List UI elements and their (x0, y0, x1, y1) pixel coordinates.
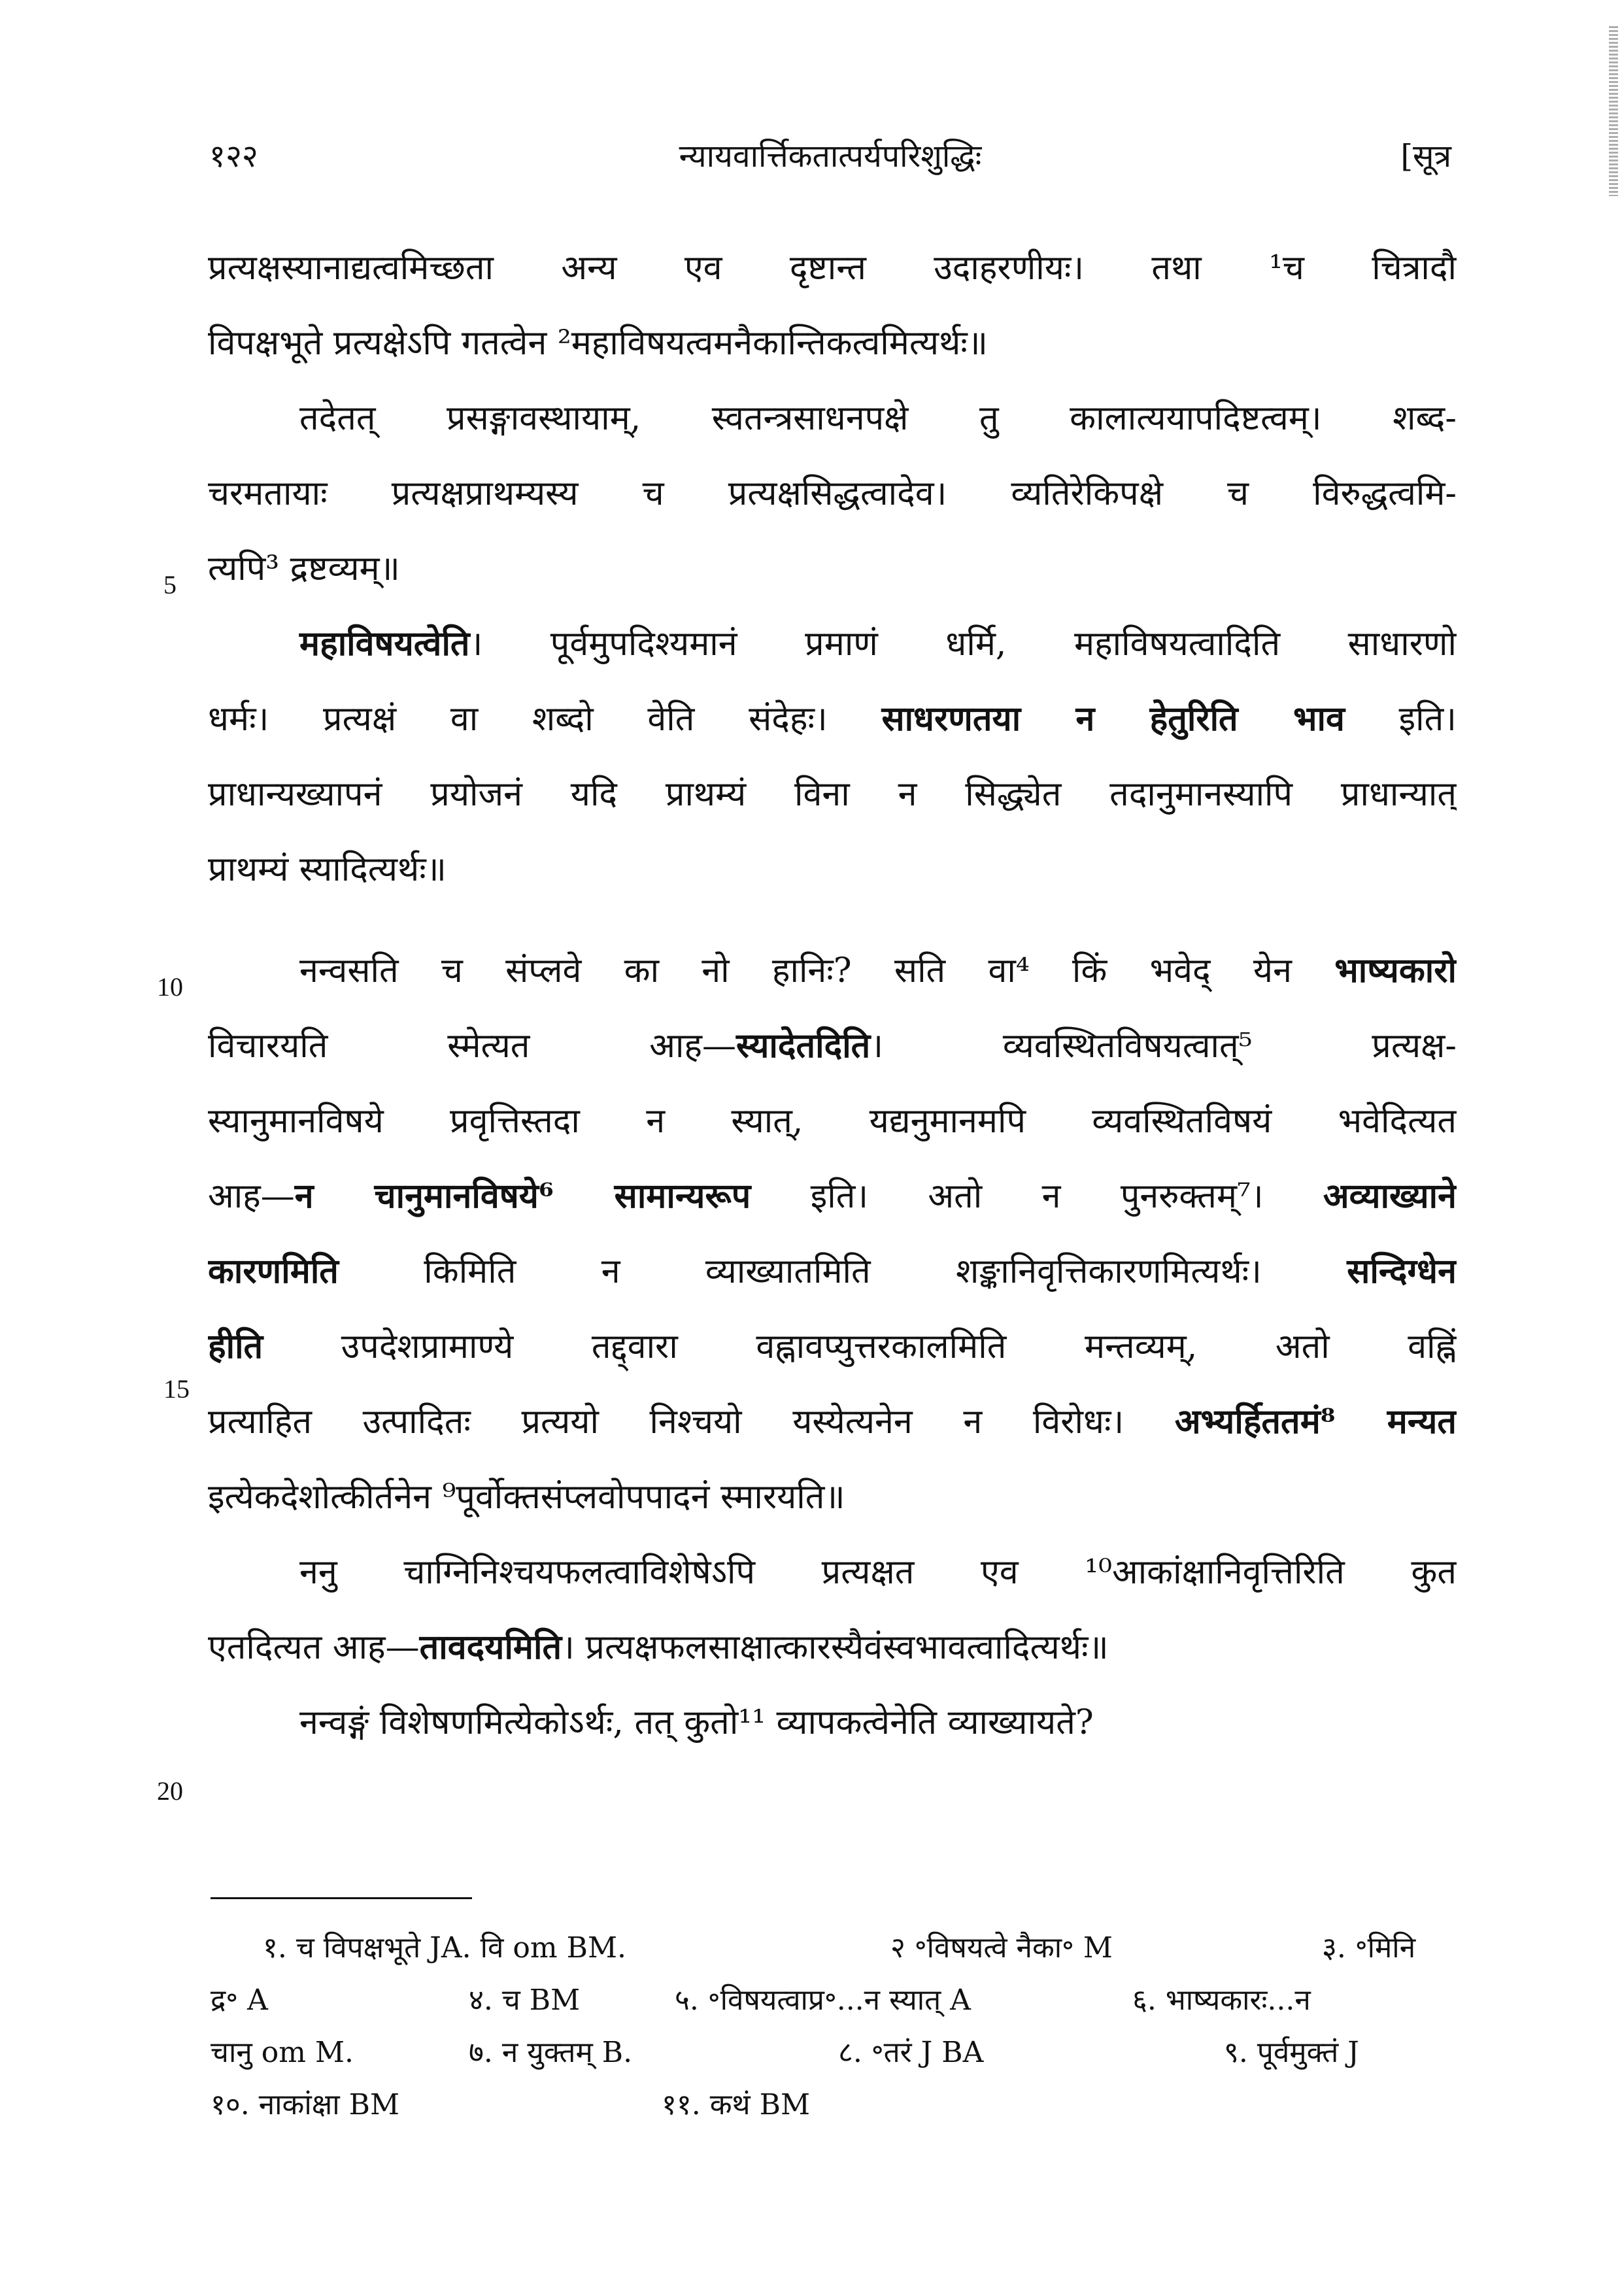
text-line (208, 608, 1457, 680)
text-line (208, 683, 1457, 755)
footnote-row (211, 2079, 1453, 2131)
text-line (208, 1085, 1457, 1157)
bold-term: कारणमिति (208, 1251, 339, 1291)
footnote-row (211, 1922, 1453, 1974)
text-run: प्रत्यक्षस्यानाद्यत्वमिच्छता अन्य एव दृष्टान्त उदाहरणीयः। तथा ¹च चित्रादौ (208, 248, 1457, 288)
text-line (208, 382, 1457, 454)
footnote-entry: ९. पूर्वमुक्तं J (1224, 2036, 1359, 2069)
text-line (208, 533, 1457, 605)
text-run: प्रत्याहित उत्पादितः प्रत्ययो निश्चयो यस्येत्यनेन न विरोधः। (208, 1402, 1175, 1442)
section-label: [सूत्र (1400, 138, 1451, 175)
footnote-entry: द्र॰ A (211, 1984, 268, 2017)
text-run: धर्मः। प्रत्यक्षं वा शब्दो वेति संदेहः। (208, 700, 882, 739)
scan-edge-mark (1609, 26, 1618, 196)
text-run: इति। अतो न पुनरुक्तम्⁷। (751, 1177, 1323, 1216)
bold-term: महाविषयत्वेति (299, 624, 470, 664)
text-run: त्यपि³ द्रष्टव्यम्॥ (208, 549, 400, 588)
text-run: एतदित्यत आह— (208, 1628, 420, 1667)
footnote-entry: ८. ॰तरं J BA (838, 2036, 984, 2069)
text-line (208, 758, 1457, 830)
footnote-entry: १. च विपक्षभूते JA. वि om BM. (263, 1931, 626, 1965)
text-run: इत्येकदेशोत्कीर्तनेन ⁹पूर्वोक्तसंप्लवोपपादनं स्मारयति॥ (208, 1477, 845, 1517)
line-number: 10 (157, 972, 183, 1002)
text-run: । प्रत्यक्षफलसाक्षात्कारस्यैवंस्वभावत्वादित्यर्थः॥ (562, 1628, 1109, 1667)
text-run: प्राथम्यं स्यादित्यर्थः॥ (208, 850, 447, 889)
footnote-entry: ४. च BM (469, 1984, 581, 2017)
bold-term: स्यादेतदिति (736, 1026, 871, 1066)
text-line (208, 232, 1457, 304)
page-number: १२२ (209, 138, 258, 175)
line-number: 5 (163, 570, 177, 599)
line-number: 15 (163, 1374, 190, 1404)
text-run: चरमतायाः प्रत्यक्षप्राथम्यस्य च प्रत्यक्षसिद्धत्वादेव। व्यतिरेकिपक्षे च विरुद्धत्वमि- (208, 474, 1457, 513)
bold-term: साधरणतया न हेतुरिति भाव (881, 699, 1345, 739)
bold-term: सन्दिग्धेन (1347, 1251, 1457, 1291)
text-line (208, 935, 1457, 1007)
footnote-entry: ११. कथं BM (662, 2088, 811, 2121)
bold-term: हीति (208, 1326, 263, 1366)
text-line (208, 834, 1457, 905)
footnote-entry: १०. नाकांक्षा BM (211, 2088, 400, 2121)
text-line (208, 1010, 1457, 1082)
text-line (208, 1236, 1457, 1308)
text-run: नन्वसति च संप्लवे का नो हानिः? सति वा⁴ किं भवेद् येन (299, 951, 1335, 990)
text-line (208, 1311, 1457, 1383)
footnote-entry: ३. ॰मिनि (1322, 1931, 1416, 1965)
bold-term: तावदयमिति (419, 1627, 562, 1667)
text-line (208, 1461, 1457, 1533)
text-run: स्यानुमानविषये प्रवृत्तिस्तदा न स्यात्, यद्यनुमानमपि व्यवस्थितविषयं भवेदित्यत (208, 1102, 1457, 1141)
footnote-entry: ६. भाष्यकारः...न (1132, 1984, 1311, 2017)
text-run: प्राधान्यख्यापनं प्रयोजनं यदि प्राथम्यं विना न सिद्ध्येत तदानुमानस्यापि प्राधान्यात् (208, 775, 1457, 814)
text-run: नन्वङ्गं विशेषणमित्येकोऽर्थः, तत् कुतो¹¹ व्यापकत्वेनेति व्याख्यायते? (299, 1703, 1094, 1742)
text-line (208, 1536, 1457, 1608)
text-run: तदेतत् प्रसङ्गावस्थायाम्, स्वतन्त्रसाधनपक्षे तु कालात्ययापदिष्टत्वम्। शब्द- (299, 399, 1457, 438)
text-line (208, 307, 1457, 379)
text-line (208, 1160, 1457, 1232)
text-run: उपदेशप्रामाण्ये तद्द्वारा वह्नावप्युत्तरकालमिति मन्तव्यम्, अतो वह्निं (263, 1327, 1457, 1366)
text-line (208, 1612, 1457, 1683)
text-run: इति। (1344, 700, 1457, 739)
text-run: ननु चाग्निनिश्चयफलत्वाविशेषेऽपि प्रत्यक्षत एव ¹⁰आकांक्षानिवृत्तिरिति कुत (299, 1553, 1457, 1592)
text-line (208, 1386, 1457, 1458)
bold-term: भाष्यकारो (1334, 951, 1457, 990)
footnote-entry: २ ॰विषयत्वे नैका॰ M (890, 1931, 1113, 1965)
footnote-row (211, 1974, 1453, 2027)
bold-term: अभ्यर्हिततमं⁸ मन्यत (1174, 1402, 1457, 1442)
footnote-entry: ५. ॰विषयत्वाप्र॰...न स्यात् A (675, 1984, 971, 2017)
footnote-rule (211, 1897, 472, 1899)
footnote-entry: चानु om M. (211, 2036, 354, 2069)
text-run: विचारयति स्मेत्यत आह— (208, 1026, 737, 1066)
line-number: 20 (157, 1776, 183, 1806)
text-run: आह— (208, 1177, 295, 1216)
page-header (209, 134, 1451, 186)
text-run: विपक्षभूते प्रत्यक्षेऽपि गतत्वेन ²महाविषयत्वमनैकान्तिकत्वमित्यर्थः॥ (208, 324, 988, 363)
footnote-entry: ७. न युक्तम् B. (469, 2036, 633, 2069)
text-line (208, 458, 1457, 530)
text-run: । पूर्वमुपदिश्यमानं प्रमाणं धर्मि, महाविषयत्वादिति साधारणो (469, 624, 1457, 664)
text-line (208, 1687, 1457, 1759)
footnote-row (211, 2027, 1453, 2079)
running-title: न्यायवार्त्तिकतात्पर्यपरिशुद्धिः (679, 138, 982, 175)
text-run: किमिति न व्याख्यातमिति शङ्कानिवृत्तिकारणमित्यर्थः। (338, 1252, 1347, 1291)
text-run: । व्यवस्थितविषयत्वात्⁵ प्रत्यक्ष- (870, 1026, 1457, 1066)
bold-term: अव्याख्याने (1323, 1176, 1457, 1216)
bold-term: न चानुमानविषये⁶ सामान्यरूप (294, 1176, 751, 1216)
